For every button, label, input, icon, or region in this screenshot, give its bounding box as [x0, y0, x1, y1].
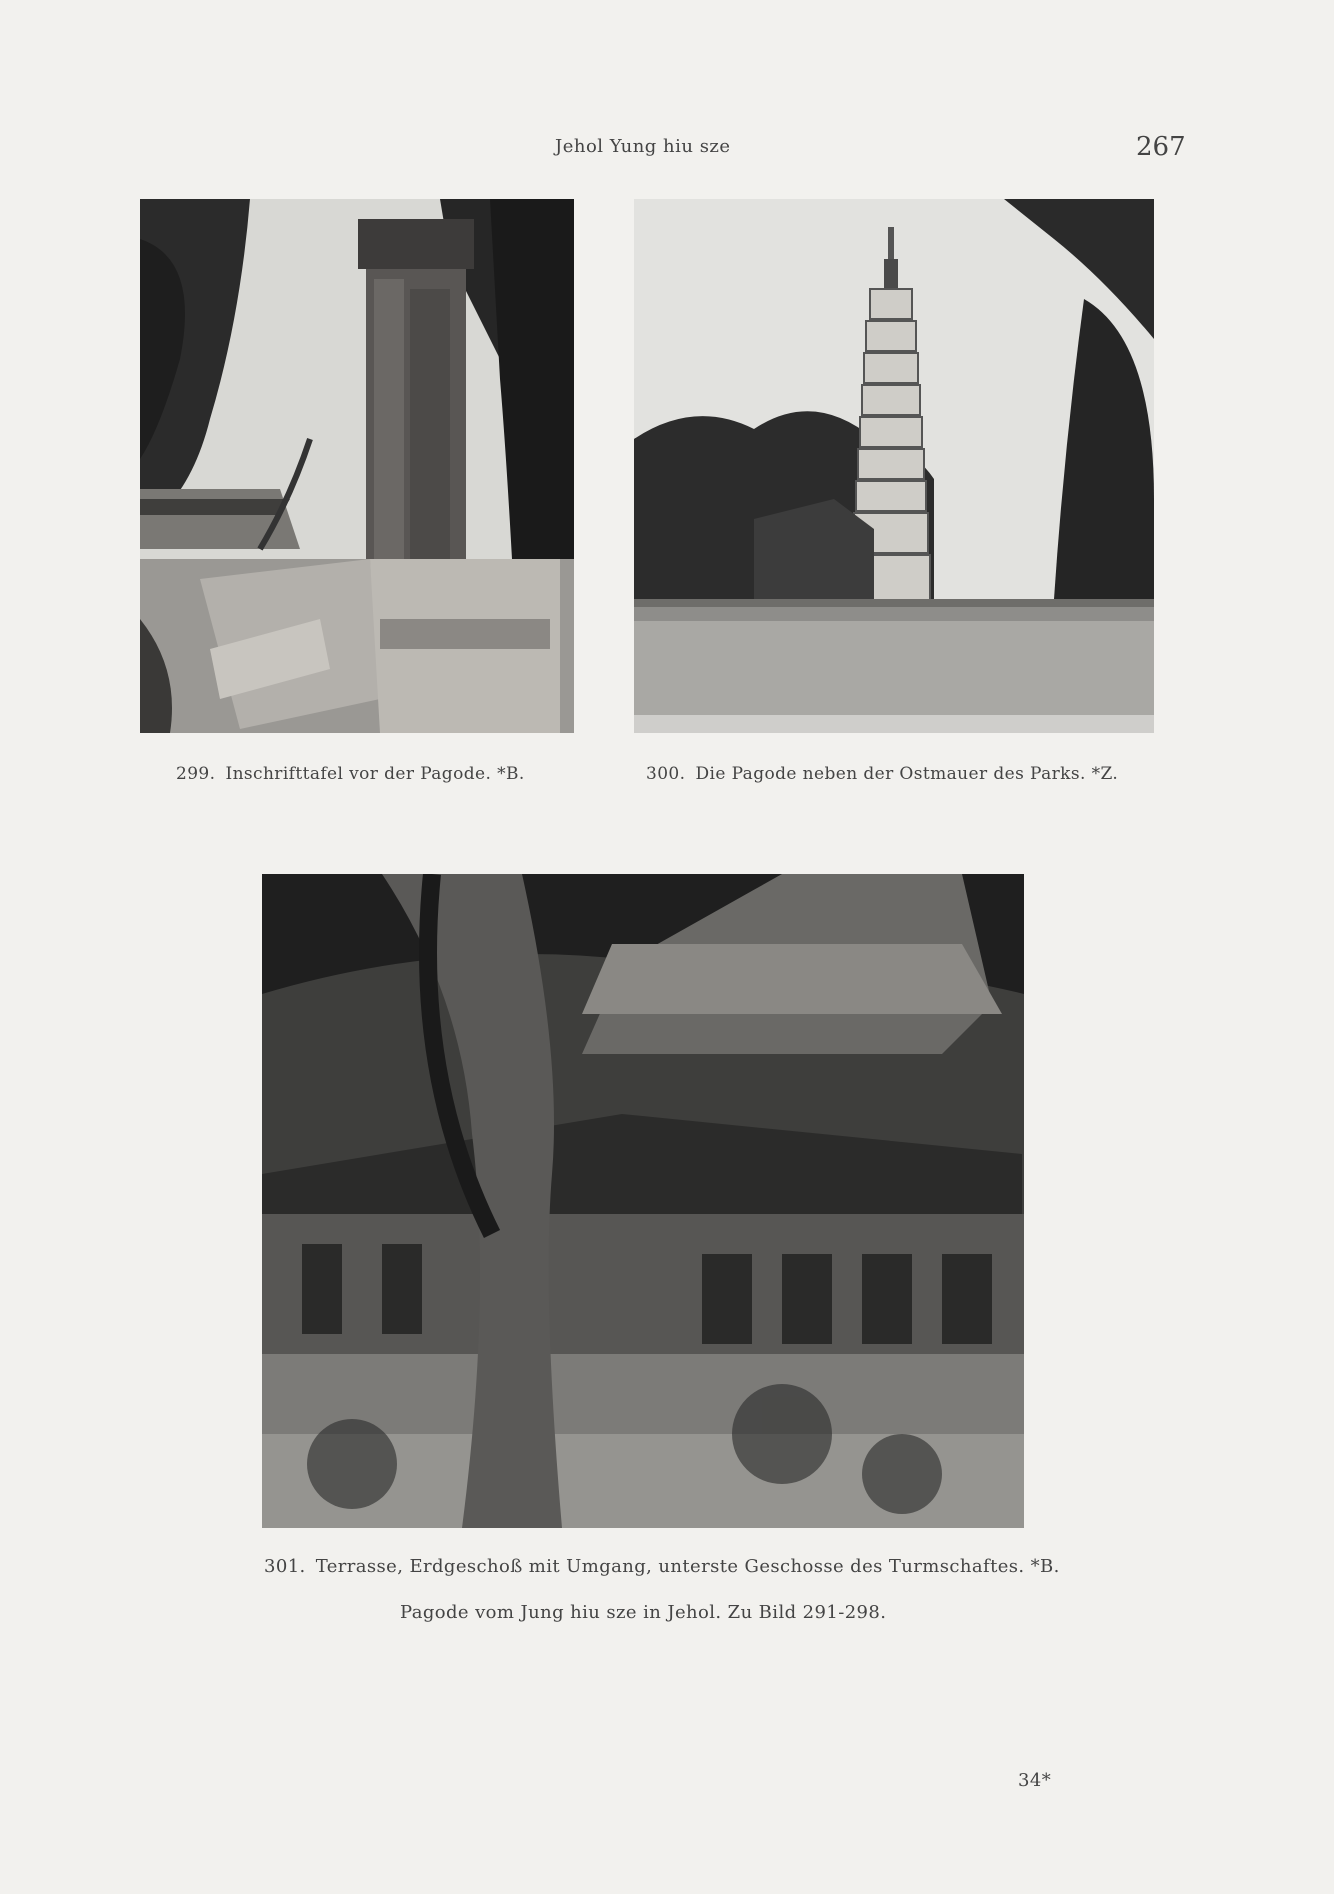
- figure-301-text: Terrasse, Erdgeschoß mit Umgang, unterste Geschosse des Turmschaftes. *B.: [315, 1556, 1060, 1577]
- page-number: 267: [1136, 132, 1186, 162]
- figure-299-text: Inschrifttafel vor der Pagode. *B.: [225, 764, 525, 784]
- figure-300-text: Die Pagode neben der Ostmauer des Parks. *Z.: [695, 764, 1119, 784]
- figure-301-number: 301.: [264, 1556, 306, 1577]
- plate-title: Pagode vom Jung hiu sze in Jehol. Zu Bild 291-298.: [400, 1602, 887, 1623]
- signature-mark: 34*: [1018, 1770, 1052, 1791]
- photo-pagoda-east-wall: [634, 199, 1154, 733]
- photo-terrace-ground-floor: [262, 874, 1024, 1528]
- figure-300-caption: [646, 764, 1118, 784]
- photo-inscription-stele: [140, 199, 574, 733]
- figure-300-number: 300.: [646, 764, 686, 784]
- running-head: Jehol Yung hiu sze: [555, 136, 731, 157]
- figure-299-caption: [176, 764, 525, 784]
- figure-301-caption: [264, 1556, 1060, 1577]
- figure-299-number: 299.: [176, 764, 216, 784]
